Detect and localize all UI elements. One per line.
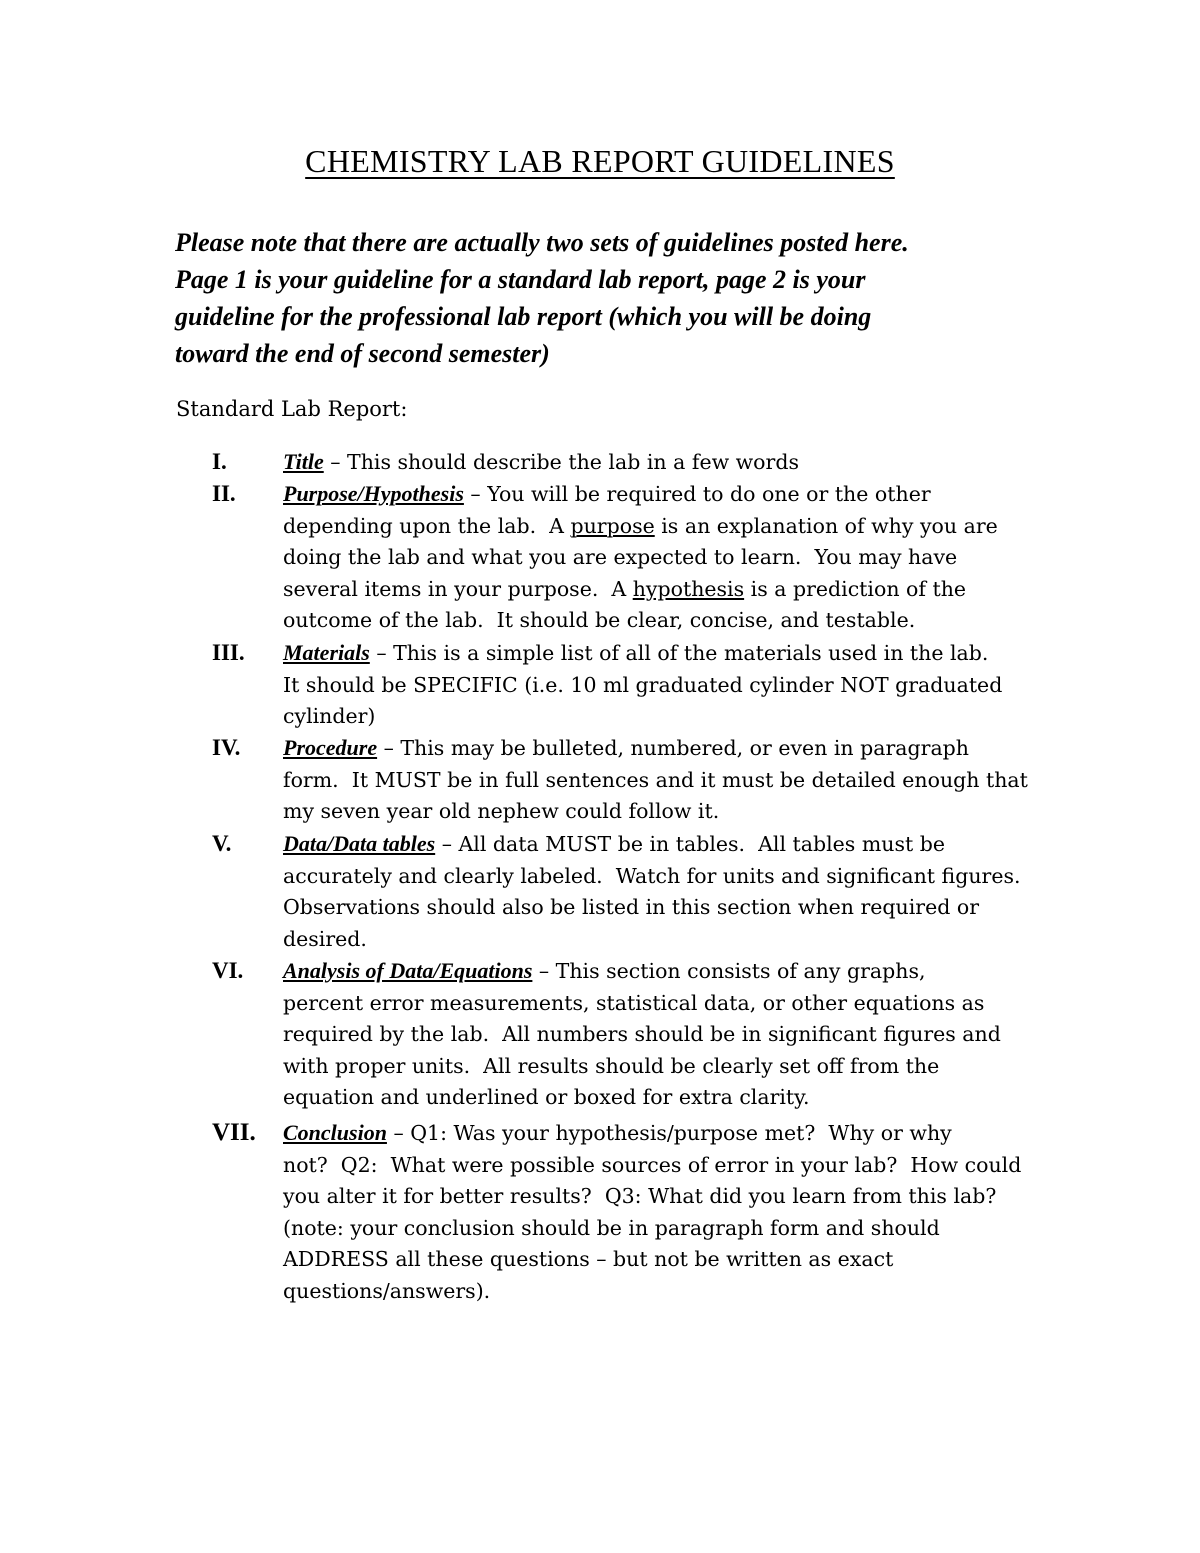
item-text: – All data MUST be in tables. All tables must be — [435, 832, 946, 856]
note-line: Please note that there are actually two sets of guidelines posted here. — [175, 228, 909, 257]
item-line — [283, 828, 1043, 861]
item-line — [283, 478, 1043, 511]
item-body — [283, 732, 1043, 828]
item-line: Observations should also be listed in this section when required or — [283, 895, 980, 920]
item-text: is a prediction of the — [744, 576, 967, 601]
item-term: Materials — [283, 640, 370, 665]
item-line: questions/answers). — [283, 1278, 491, 1303]
item-line: my seven year old nephew could follow it. — [283, 799, 720, 824]
item-line — [283, 511, 1043, 543]
item-body — [283, 955, 1043, 1114]
note-line: Page 1 is your guideline for a standard lab report, page 2 is your — [175, 265, 866, 294]
item-line: (note: your conclusion should be in paragraph form and should — [283, 1215, 940, 1240]
section-subheading: Standard Lab Report: — [176, 397, 408, 421]
item-text: – This may be bulleted, numbered, or even in paragraph — [377, 736, 969, 760]
item-text: – This should describe the lab in a few words — [323, 450, 799, 474]
item-line: desired. — [283, 926, 367, 951]
note-line: toward the end of second semester) — [175, 339, 550, 368]
item-text: – Q1: Was your hypothesis/purpose met? Why or why — [386, 1121, 952, 1145]
item-line — [283, 1117, 1043, 1150]
item-text: depending upon the lab. A — [283, 513, 571, 538]
item-numeral: II. — [212, 481, 236, 506]
item-term: Analysis of Data/Equations — [283, 958, 533, 983]
item-term: Data/Data tables — [283, 831, 436, 856]
item-line: not? Q2: What were possible sources of error in your lab? How could — [283, 1152, 1022, 1177]
item-line: percent error measurements, statistical data, or other equations as — [283, 990, 985, 1015]
item-numeral: VII. — [212, 1119, 256, 1146]
item-line: accurately and clearly labeled. Watch for units and significant figures. — [283, 863, 1021, 888]
item-term: Title — [283, 449, 324, 474]
item-text: – This is a simple list of all of the materials used in the lab. — [369, 641, 989, 665]
item-line: cylinder) — [283, 704, 376, 729]
item-text: – You will be required to do one or the other — [463, 482, 931, 506]
item-text: – This section consists of any graphs, — [532, 959, 926, 983]
item-numeral: IV. — [212, 735, 241, 760]
item-line — [283, 446, 1043, 479]
item-numeral: VI. — [212, 958, 244, 983]
item-line: ADDRESS all these questions – but not be written as exact — [283, 1247, 894, 1272]
item-term: Purpose/Hypothesis — [283, 481, 464, 506]
item-line — [283, 732, 1043, 765]
item-numeral: I. — [212, 449, 227, 474]
item-line — [283, 574, 1043, 606]
item-term: Conclusion — [283, 1120, 387, 1145]
guidelines-note — [175, 224, 1055, 372]
item-text: several items in your purpose. A — [283, 576, 633, 601]
purpose-word: purpose — [570, 513, 655, 538]
item-line: equation and underlined or boxed for extra clarity. — [283, 1085, 810, 1110]
item-text: is an explanation of why you are — [654, 513, 998, 538]
item-term: Procedure — [283, 735, 378, 760]
item-line: required by the lab. All numbers should be in significant figures and — [283, 1022, 1001, 1047]
item-body — [283, 446, 1043, 479]
item-line: you alter it for better results? Q3: What did you learn from this lab? — [283, 1184, 997, 1209]
item-line: with proper units. All results should be clearly set off from the — [283, 1053, 940, 1078]
item-line — [283, 637, 1043, 670]
item-body — [283, 478, 1043, 637]
item-body — [283, 1117, 1043, 1308]
item-line: form. It MUST be in full sentences and it must be detailed enough that — [283, 767, 1028, 792]
item-line: outcome of the lab. It should be clear, concise, and testable. — [283, 608, 916, 633]
hypothesis-word: hypothesis — [632, 576, 745, 601]
note-line: guideline for the professional lab report (which you will be doing — [175, 302, 872, 331]
document-title: CHEMISTRY LAB REPORT GUIDELINES — [305, 143, 895, 179]
item-line: It should be SPECIFIC (i.e. 10 ml graduated cylinder NOT graduated — [283, 672, 1003, 697]
item-body — [283, 828, 1043, 955]
item-numeral: V. — [212, 831, 232, 856]
item-numeral: III. — [212, 640, 245, 665]
item-body — [283, 637, 1043, 733]
item-line: doing the lab and what you are expected to learn. You may have — [283, 545, 958, 570]
item-line — [283, 955, 1043, 988]
